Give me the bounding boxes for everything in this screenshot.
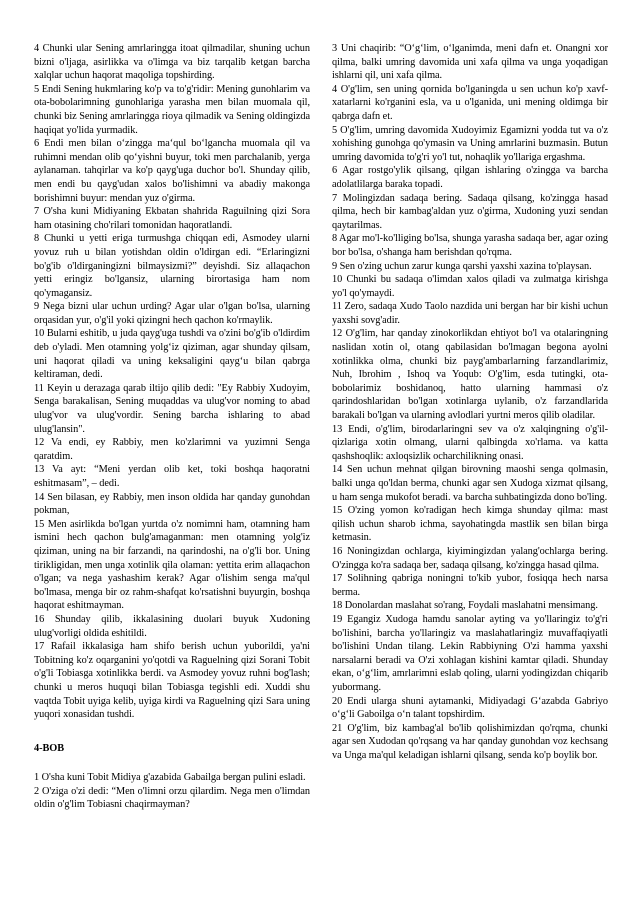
verse-7: 7 O'sha kuni Midiyaning Ekbatan shahrida Raguilning qizi Sora ham otasining cho'rilari tomonidan haqoratlandi. [34,206,310,231]
verse-5: 5 Endi Sening hukmlaring ko'p va to'g'ridir: Mening gunohlarim va ota-bobolarimning gunohlariga yarasha men bilan muomala qil, chunki biz Sening amrlaringga rioya qilmadik va Sening oldingizda haqiqat yo'lida yurmadik. [34,83,310,136]
verse-6: 6 Endi men bilan o‘zingga ma‘qul bo‘lgancha muomala qil va ruhimni mendan olib qo‘yishni buyur, toki men parchalanib, yerga aylanaman. tahqirlar va ko'p qayg'uga duchor bo'l. Shunday qilib, men endi bu qayg'udan xalos bo'lishimni va abadiy makonga borishimni buyur: mendan yuz o'girma. [34,138,310,204]
chapter4-verse-15: 15 O'zing yomon ko'radigan hech kimga shunday qilma: mast qilish uchun sharob ichma, sayohatingda mastlik sen bilan birga ketmasin. [332,505,608,544]
chapter4-verse-1: 1 O'sha kuni Tobit Midiya g'azabida Gabailga bergan pulini esladi. [34,772,306,784]
chapter4-verse-5: 5 O'g'lim, umring davomida Xudoyimiz Egamizni yodda tut va o'z xohishing gunohga qo'ymasin va Uning amrlarini buzmasin. Butun umring davomida to'g'ri yo'l tut, nohaqlik yo'llariga ergashma. [332,124,608,163]
left-column [34,42,310,902]
verse-17: 17 Rafail ikkalasiga ham shifo berish uchun yuborildi, ya'ni Tobitning ko'z oqarganini yo'qotdi va Raguelning qizi Sorani Tobit o'g'li Tobiasga xotinlikka berdi. va Asmodey yovuz ruhni bog'lash; chunki u meros huquqi bilan Tobiasga tegishli edi. Xuddi shu vaqtda Tobit uyiga kelib, uyiga kirdi va Raguelning qizi Sara uning yuqori xonasidan tushdi. [34,641,310,721]
chapter4-verse-11: 11 Zero, sadaqa Xudo Taolo nazdida uni bergan har bir kishi uchun yaxshi sovg'adir. [332,301,608,326]
chapter4-verse-4: 4 O'g'lim, sen uning qornida bo'lganingda u sen uchun ko'p xavf-xatarlarni ko'rganini esla, va u o'lganida, uni mening oldimga bir qabrga dafn et. [332,83,608,122]
chapter4-verse-21: 21 O'g'lim, biz kambag'al bo'lib qolishimizdan qo'rqma, chunki agar sen Xudodan qo'rqsang va har qanday gunohdan voz kechsang va Unga ma'qul keladigan ishlarni qilsang, senda ko'p boylik bor. [332,722,608,761]
chapter4-verse-6: 6 Agar rostgo'ylik qilsang, qilgan ishlaring o'zingga va barcha adolatlilarga baraka topadi. [332,165,608,190]
verse-13: 13 Va ayt: “Meni yerdan olib ket, toki boshqa haqoratni eshitmasam”, – dedi. [34,464,310,489]
verse-16: 16 Shunday qilib, ikkalasining duolari buyuk Xudoning ulug'vorligi oldida eshitildi. [34,613,310,639]
chapter4-verse-7: 7 Molingizdan sadaqa bering. Sadaqa qilsang, ko'zingga hasad qilma, hech bir kambag'aldan yuz o'girma, Xudoning yuzi sendan qaytarilmas. [332,192,608,231]
chapter4-verse-9: 9 Sen o'zing uchun zarur kunga qarshi yaxshi xazina to'playsan. [332,260,592,272]
verse-9: 9 Nega bizni ular uchun urding? Agar ular o'lgan bo'lsa, ularning orqasidan yur, o'g'il yoki qizingni hech qachon ko'rmaylik. [34,301,310,326]
chapter4-verse-12: 12 O'g'lim, har qanday zinokorlikdan ehtiyot bo'l va otalaringning naslidan xotin ol, otang qabilasidan bo'lmagan begona ayolni xotinlikka olma, chunki biz payg'ambarlarning farzandlarimiz, Nuh, Ibrohim , Ishoq va Yoqub: O'g'lim, esda tutingki, ota-bobolarimiz boshidanoq, hatto ularning hammasi o'z qarindoshlaridan bo'lgan xotinlarga uylanib, o'z farzandlarida barakali bo'lgan va ularning avlodlari yurtni meros qilib oladilar. [332,328,608,422]
chapter4-verse-20: 20 Endi ularga shuni aytamanki, Midiyadagi G‘azabda Gabriyo o‘g‘li Gaboilga o‘n talant topshirdim. [332,695,608,721]
chapter4-verse-13: 13 Endi, o'g'lim, birodarlaringni sev va o'z xalqingning o'g'il-qizlariga xotin olmang, ularni qalbingda xo'rlama. va katta qashshoqlik: axloqsizlik ocharchilikning onasi. [332,423,608,462]
chapter4-verse-3: 3 Uni chaqirib: “O‘g‘lim, o‘lganimda, meni dafn et. Onangni xor qilma, balki umring davomida uni xafa qilma va unga yoqadigan ishlarni qil, uni xafa qilma. [332,43,608,82]
verse-14: 14 Sen bilasan, ey Rabbiy, men inson oldida har qanday gunohdan pokman, [34,491,310,517]
verse-10: 10 Bularni eshitib, u juda qayg'uga tushdi va o'zini bo'g'ib o'ldirdim deb o'yladi. Men otamning yolg‘iz qiziman, agar shunday qilsam, uni haqorat qiladi va uning keksaligini qayg‘u bilan qabrga keltiraman, dedi. [34,328,310,381]
chapter-heading: 4-BOB [34,742,65,754]
verse-12: 12 Va endi, ey Rabbiy, men ko'zlarimni va yuzimni Senga qaratdim. [34,437,310,462]
chapter4-verse-8: 8 Agar mo'l-ko'lliging bo'lsa, shunga yarasha sadaqa ber, agar ozing bor bo'lsa, o'shanga ham berishdan qo'rqma. [332,233,608,258]
chapter4-verse-2: 2 O'ziga o'zi dedi: “Men o'limni orzu qilardim. Nega men o'limdan oldin o'g'lim Tobiasni chaqirmayman? [34,785,310,811]
chapter4-verse-10: 10 Chunki bu sadaqa o'limdan xalos qiladi va zulmatga kirishga yo'l qo'ymaydi. [332,274,608,299]
chapter4-verse-14: 14 Sen uchun mehnat qilgan birovning maoshi senga qolmasin, balki unga qo'ldan berma, chunki agar sen Xudoga xizmat qilsang, u ham senga mukofot beradi. va barcha suhbatingizda dono bo'ling. [332,464,608,503]
chapter4-verse-18: 18 Donolardan maslahat so'rang, Foydali maslahatni mensimang. [332,600,598,612]
chapter4-verse-17: 17 Solihning qabriga noningni to'kib yubor, fosiqqa hech narsa berma. [332,573,608,598]
right-column [332,42,608,902]
verse-8: 8 Chunki u yetti eriga turmushga chiqqan edi, Asmodey ularni yovuz ruh u bilan yotishdan oldin o'ldirgan edi. “Erlaringizni bo'g'ib o'ldirganingizni bilmaysizmi?” deyishdi. Siz allaqachon yetti eringiz bo'lgansiz, ularning birortasiga ham nom qo'ymagansiz. [34,233,310,299]
verse-11: 11 Keyin u derazaga qarab iltijo qilib dedi: "Ey Rabbiy Xudoyim, Senga barakalisan, Sening muqaddas va ulug'vor noming to abad ulug'vor va ulug'vordir. Sening barcha ishlaring to abad ulug'lansin". [34,382,310,435]
verse-15: 15 Men asirlikda bo'lgan yurtda o'z nomimni ham, otamning ham ismini hech qachon bulg'amaganman: men otamning yolg'iz qiziman, uning na bir farzandi, na qarindoshi, na o'g'li bor. Uning tirikligidan, men unga xotinlik qila olaman: yettita erim allaqachon o'lgan; va nega yashashim kerak? Agar o'lishim senga ma'qul bo'lmasa, menga bir oz rahm-shafqat ko'rsatishni buyurgin, boshqa haqorat eshitmayman. [34,518,310,612]
verse-4: 4 Chunki ular Sening amrlaringga itoat qilmadilar, shuning uchun bizni o'ljaga, asirlikka va o'limga va biz tarqalib ketgan barcha xalqlar uchun haqorat maqoliga topshirding. [34,43,310,82]
chapter4-verse-19: 19 Egangiz Xudoga hamdu sanolar ayting va yo'llaringiz to'g'ri bo'lishini, barcha yo'llaringiz va maslahatlaringiz muvaffaqiyatli bo'lishini Undan tilang. Lekin Rabbiyning O'zi hamma yaxshi narsalarni beradi va O'zi xohlagan kishini kamtar qiladi. Shunday ekan, o‘g‘lim, amrlarimni eslab qoling, ularni yodingizdan chiqarib yubormang. [332,613,608,693]
chapter4-verse-16: 16 Noningizdan ochlarga, kiyimingizdan yalang'ochlarga bering. O'zingga ko'ra sadaqa ber, sadaqa qilsang, ko'zingga hasad qilma. [332,545,608,571]
